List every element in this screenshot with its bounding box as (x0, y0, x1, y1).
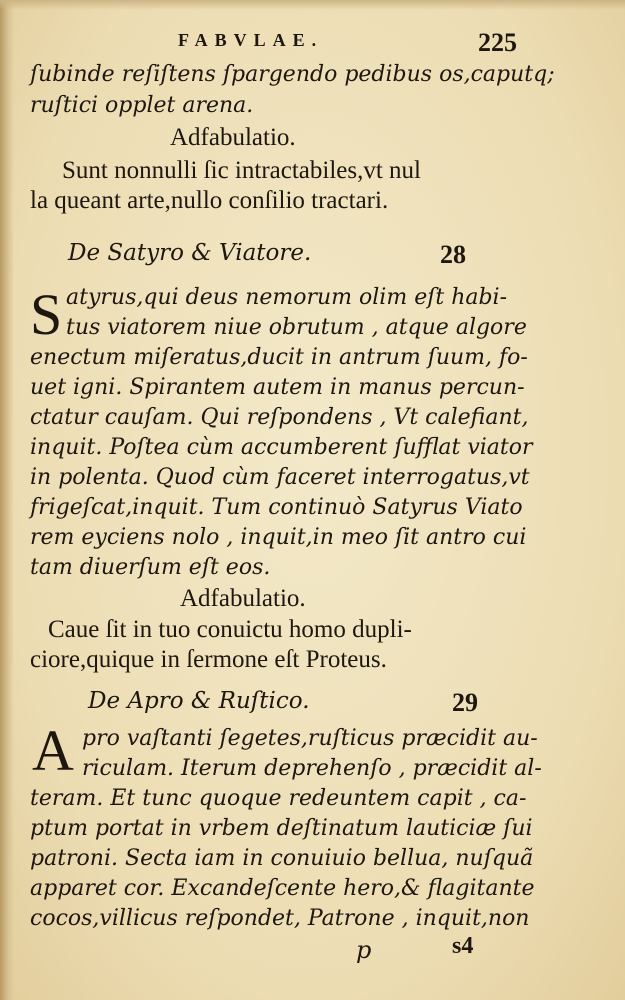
text-line: inquit. Poſtea cùm accumberent ſufflat viator (30, 435, 533, 460)
text-line: la queant arte,nullo conſilio tractari. (30, 187, 389, 214)
text-line: tam diuerſum eſt eos. (30, 555, 271, 580)
drop-cap: A (32, 718, 74, 783)
fable-number: 28 (440, 240, 466, 269)
page-number: 225 (478, 28, 517, 57)
text-line: teram. Et tunc quoque redeuntem capit , ca- (30, 786, 527, 811)
text-line: ruſtici opplet arena. (30, 93, 254, 118)
text-line: ciore,quique in ſermone eſt Proteus. (30, 646, 387, 673)
text-line: ptum portat in vrbem deſtinatum lauticiæ ſui (30, 816, 533, 841)
text-line: patroni. Secta iam in conuiuio bellua, nuſquã (30, 846, 534, 871)
text-line: tus viatorem niue obrutum , atque algore (66, 315, 527, 340)
page-edge-shadow (0, 0, 14, 1000)
drop-cap: S (30, 282, 63, 347)
text-line: Sunt nonnulli ſic intractabiles,vt nul (62, 157, 421, 184)
text-line: atyrus,qui deus nemorum olim eſt habi- (66, 285, 508, 310)
text-line: apparet cor. Excandeſcente hero,& flagitante (30, 876, 535, 901)
fable-title: De Apro & Ruſtico. (88, 688, 310, 714)
running-title: FABVLAE. (178, 30, 324, 50)
text-line: in polenta. Quod cùm faceret interrogatus,vt (30, 465, 530, 490)
text-line: ſubinde reſiſtens ſpargendo pedibus os,caputq; (30, 62, 555, 87)
text-line: ctatur cauſam. Qui reſpondens , Vt calefiant, (30, 405, 529, 430)
text-line: pro vaſtanti ſegetes,ruſticus præcidit au- (82, 726, 538, 751)
fable-title: De Satyro & Viatore. (68, 240, 312, 266)
adfabulatio-heading: Adfabulatio. (170, 124, 296, 151)
text-line: Caue ſit in tuo conuictu homo dupli- (48, 616, 412, 643)
text-line: riculam. Iterum deprehenſo , præcidit al- (82, 756, 542, 781)
catchword: p (356, 936, 372, 964)
text-line: enectum miſeratus,ducit in antrum ſuum, fo- (30, 345, 528, 370)
text-line: cocos,villicus reſpondet, Patrone , inquit,non (30, 906, 530, 931)
signature-mark: s4 (452, 933, 474, 959)
text-line: uet igni. Spirantem autem in manus percun- (30, 375, 525, 400)
text-line: rem eyciens nolo , inquit,in meo ſit antro cui (30, 525, 527, 550)
text-line: frigeſcat,inquit. Tum continuò Satyrus Viato (30, 495, 523, 520)
adfabulatio-heading: Adfabulatio. (180, 585, 306, 612)
page-top-shadow (0, 0, 625, 10)
fable-number: 29 (452, 688, 478, 717)
